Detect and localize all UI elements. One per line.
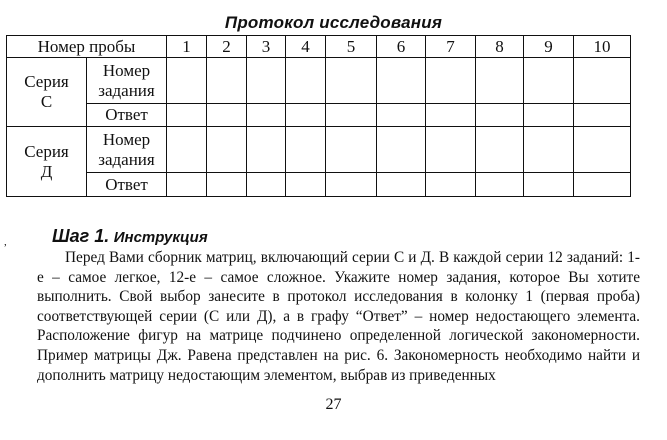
margin-mark: ,: [4, 236, 7, 248]
table-cell[interactable]: [524, 104, 574, 127]
table-cell[interactable]: [574, 127, 631, 173]
instruction-paragraph: Перед Вами сборник матриц, включающий серии С и Д. В каждой серии 12 заданий: 1-е – самое легкое, 12-е – самое сложное. Укажите номер задания, которое Вы хотите выполнить. Свой выбор занесите в протокол исследования в колонку 1 (первая проба) соответствующей серии (С или Д), а в графу “Ответ” – номер недостающего элемента. Расположение фигур на матрице подчинено определенной логической закономерности. Пример матрицы Дж. Равена представлен на рис. 6. Закономерность необходимо найти и дополнить матрицу недостающим элементом, выбрав из приведенных: [37, 249, 640, 384]
table-cell[interactable]: [286, 173, 326, 197]
table-cell[interactable]: [426, 58, 476, 104]
table-cell[interactable]: [167, 173, 207, 197]
column-header: 5: [326, 36, 377, 58]
table-cell[interactable]: [326, 104, 377, 127]
table-cell[interactable]: [247, 104, 286, 127]
table-cell[interactable]: [524, 58, 574, 104]
table-cell[interactable]: [247, 58, 286, 104]
table-cell[interactable]: [476, 104, 524, 127]
table-cell[interactable]: [326, 127, 377, 173]
table-cell[interactable]: [426, 104, 476, 127]
task-number-label: Номер задания: [87, 58, 167, 104]
table-cell[interactable]: [524, 173, 574, 197]
table-cell[interactable]: [286, 104, 326, 127]
table-cell[interactable]: [167, 58, 207, 104]
table-cell[interactable]: [476, 127, 524, 173]
table-cell[interactable]: [167, 127, 207, 173]
page-number: 27: [325, 396, 342, 413]
table-cell[interactable]: [574, 104, 631, 127]
section-heading: [52, 226, 208, 247]
table-cell[interactable]: [207, 127, 247, 173]
column-header: 2: [207, 36, 247, 58]
table-cell[interactable]: [207, 58, 247, 104]
column-header: 1: [167, 36, 207, 58]
protocol-title: Протокол исследования: [224, 13, 443, 32]
table-row: [7, 127, 631, 173]
series-c-label: Серия С: [7, 58, 87, 127]
table-cell[interactable]: [426, 127, 476, 173]
table-cell[interactable]: [377, 127, 426, 173]
table-cell[interactable]: [524, 127, 574, 173]
step-label: Шаг 1.: [52, 226, 110, 246]
column-header: 8: [476, 36, 524, 58]
column-header: 10: [574, 36, 631, 58]
table-cell[interactable]: [247, 173, 286, 197]
table-cell[interactable]: [574, 58, 631, 104]
table-cell[interactable]: [326, 173, 377, 197]
table-cell[interactable]: [207, 104, 247, 127]
table-cell[interactable]: [377, 58, 426, 104]
table-cell[interactable]: [426, 173, 476, 197]
protocol-table: [6, 35, 631, 197]
table-cell[interactable]: [377, 104, 426, 127]
table-cell[interactable]: [476, 173, 524, 197]
column-header: 6: [377, 36, 426, 58]
column-header: 4: [286, 36, 326, 58]
answer-label: Ответ: [87, 104, 167, 127]
table-row: [7, 104, 631, 127]
table-row: [7, 58, 631, 104]
table-cell[interactable]: [377, 173, 426, 197]
column-header: 9: [524, 36, 574, 58]
table-cell[interactable]: [574, 173, 631, 197]
table-cell[interactable]: [326, 58, 377, 104]
table-cell[interactable]: [247, 127, 286, 173]
column-header: 7: [426, 36, 476, 58]
column-header: 3: [247, 36, 286, 58]
table-cell[interactable]: [286, 58, 326, 104]
task-number-label: Номер задания: [87, 127, 167, 173]
header-label: Номер пробы: [7, 36, 167, 58]
table-cell[interactable]: [286, 127, 326, 173]
answer-label: Ответ: [87, 173, 167, 197]
table-row: [7, 173, 631, 197]
series-d-label: Серия Д: [7, 127, 87, 197]
table-cell[interactable]: [167, 104, 207, 127]
table-header-row: [7, 36, 631, 58]
table-cell[interactable]: [476, 58, 524, 104]
instruction-label: Инструкция: [113, 229, 208, 246]
table-cell[interactable]: [207, 173, 247, 197]
